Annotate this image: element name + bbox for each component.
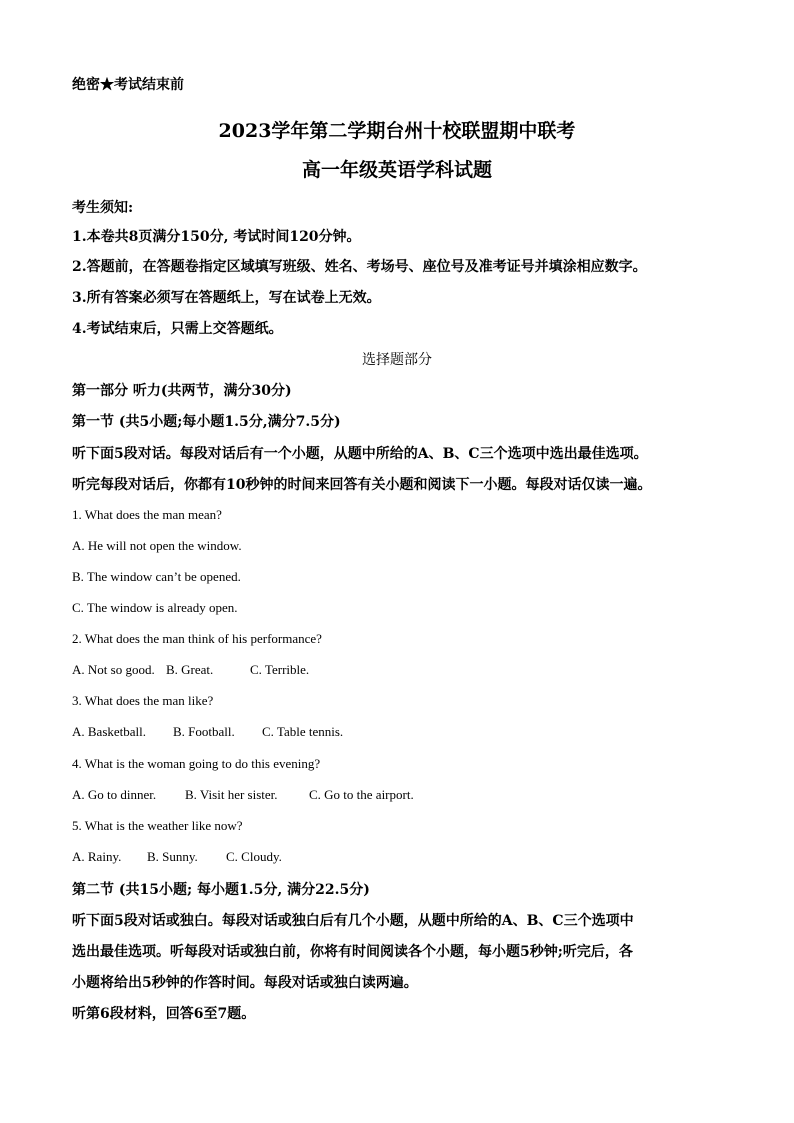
question-stem: 3. What does the man like?: [72, 693, 214, 708]
question-stem: 2. What does the man think of his performance?: [72, 631, 322, 646]
notice-heading: 考生须知:: [72, 200, 134, 216]
option-a: A. Rainy.: [72, 849, 122, 864]
sec1-instruction: 听下面5段对话。每段对话后有一个小题，从题中所给的A、B、C三个选项中选出最佳选项。: [72, 446, 648, 462]
option-b: B. Sunny.: [147, 849, 198, 864]
option-a: A. Not so good.: [72, 662, 155, 677]
options-row: [72, 662, 309, 678]
option-a: A. He will not open the window.: [72, 538, 242, 553]
question-stem: 5. What is the weather like now?: [72, 818, 243, 833]
section-label: 选择题部分: [362, 352, 432, 368]
confidential-header: 绝密★考试结束前: [72, 77, 184, 93]
exam-title: 2023学年第二学期台州十校联盟期中联考: [218, 120, 576, 142]
sec2-heading: 第二节 (共15小题; 每小题1.5分, 满分22.5分): [72, 882, 370, 898]
notice-item: 2.答题前，在答题卷指定区域填写班级、姓名、考场号、座位号及准考证号并填涂相应数字。: [72, 259, 647, 275]
notice-item: 1.本卷共8页满分150分, 考试时间120分钟。: [72, 229, 361, 245]
option-b: B. Great.: [166, 662, 214, 677]
option-a: A. Basketball.: [72, 724, 147, 739]
question-stem: 1. What does the man mean?: [72, 507, 222, 522]
options-row: [72, 787, 414, 803]
notice-item: 4.考试结束后，只需上交答题纸。: [72, 321, 283, 337]
option-c: C. The window is already open.: [72, 600, 238, 615]
option-b: B. The window can’t be opened.: [72, 569, 241, 584]
sec2-instruction: 小题将给出5秒钟的作答时间。每段对话或独白读两遍。: [72, 975, 418, 991]
part1-heading: 第一部分 听力(共两节，满分30分): [72, 383, 292, 399]
question-stem: 4. What is the woman going to do this evening?: [72, 756, 321, 771]
sec1-heading: 第一节 (共5小题;每小题1.5分,满分7.5分): [72, 414, 341, 430]
sec2-instruction: 听下面5段对话或独白。每段对话或独白后有几个小题，从题中所给的A、B、C三个选项中: [72, 913, 634, 929]
options-row: [72, 724, 343, 740]
option-b: B. Visit her sister.: [185, 787, 278, 802]
listen-6-heading: 听第6段材料，回答6至7题。: [72, 1006, 256, 1022]
option-c: C. Terrible.: [250, 662, 310, 677]
option-b: B. Football.: [173, 724, 235, 739]
option-c: C. Table tennis.: [262, 724, 344, 739]
sec2-instruction: 选出最佳选项。听每段对话或独白前，你将有时间阅读各个小题，每小题5秒钟;听完后，各: [72, 944, 633, 960]
option-c: C. Go to the airport.: [309, 787, 414, 802]
options-row: [72, 849, 282, 865]
notice-item: 3.所有答案必须写在答题纸上，写在试卷上无效。: [72, 290, 381, 306]
sec1-instruction: 听完每段对话后，你都有10秒钟的时间来回答有关小题和阅读下一小题。每段对话仅读一遍。: [72, 477, 652, 493]
exam-subtitle: 高一年级英语学科试题: [301, 159, 492, 181]
option-c: C. Cloudy.: [226, 849, 282, 864]
option-a: A. Go to dinner.: [72, 787, 157, 802]
